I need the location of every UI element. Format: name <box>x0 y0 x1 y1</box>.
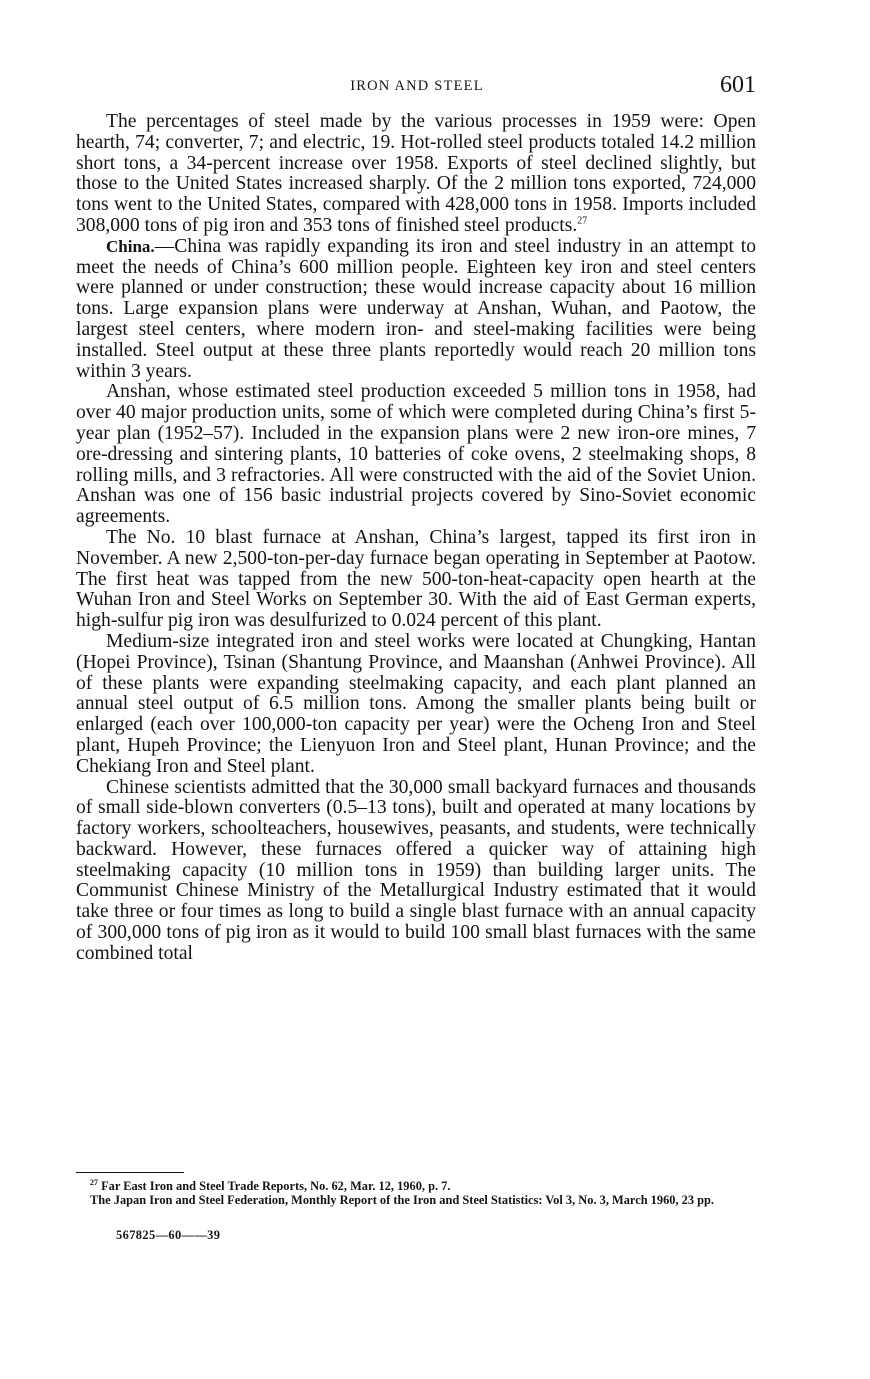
paragraph-backyard-furnaces: Chinese scientists admitted that the 30,000 small backyard furnaces and thousands of small side-blown converters (0.5–13 tons), built and operated at many locations by factory workers, schoolteachers, housewives, peasants, and students, were technically backward. However, these furnaces offered a quicker way of attaining high steelmaking capacity (10 million tons in 1959) than building larger units. The Communist Chinese Ministry of the Metallurgical Industry estimated that it would take three or four times as long to build a single blast furnace with an annual capacity of 300,000 tons of pig iron as it would to build 100 small blast furnaces with the same combined total <box>76 776 756 964</box>
printer-code: 567825—60——39 <box>116 1228 221 1242</box>
footnote-reference: 27 <box>577 215 588 227</box>
page-number: 601 <box>720 72 756 98</box>
paragraph-medium-size-works: Medium-size integrated iron and steel works were located at Chungking, Hantan (Hopei Province), Tsinan (Shantung Province, and Maanshan (Anhwei Province). All of these plants were expanding steelmaking capacity, and each plant planned an annual steel output of 6.5 million tons. Among the smaller plants being built or enlarged (each over 100,000-ton capacity per year) were the Ocheng Iron and Steel plant, Hupeh Province; the Lienyuon Iron and Steel plant, Hunan Province; and the Chekiang Iron and Steel plant. <box>76 630 756 777</box>
footnote-continuation: The Japan Iron and Steel Federation, Monthly Report of the Iron and Steel Statistics: Vol 3, No. 3, March 1960, 23 pp. <box>90 1192 715 1207</box>
paragraph-text: —China was rapidly expanding its iron and steel industry in an attempt to meet the needs of China’s 600 million people. Eighteen key iron and steel centers were planned or under construction; these would increase capacity about 16 million tons. Large expansion plans were underway at Anshan, Wuhan, and Paotow, the largest steel centers, where modern iron- and steel-making facilities were being installed. Steel output at these three plants reportedly would reach 20 million tons within 3 years. <box>76 235 756 382</box>
footnote-line-1: Far East Iron and Steel Trade Reports, No. 62, Mar. 12, 1960, p. 7. <box>101 1179 451 1193</box>
paragraph-blast-furnace: The No. 10 blast furnace at Anshan, China’s largest, tapped its first iron in November. A new 2,500-ton-per-day furnace began operating in September at Paotow. The first heat was tapped from the new 500-ton-heat-capacity open hearth at the Wuhan Iron and Steel Works on September 30. With the aid of East German experts, high-sulfur pig iron was desulfurized to 0.024 percent of this plant. <box>76 526 756 632</box>
footnotes <box>76 1177 756 1207</box>
body-text <box>76 112 756 965</box>
footnote-divider <box>76 1172 184 1173</box>
footnote <box>76 1177 756 1194</box>
section-run-in-heading: China. <box>106 236 155 256</box>
paragraph-china <box>76 237 756 383</box>
footnote-marker: 27 <box>90 1177 98 1187</box>
running-title: IRON AND STEEL <box>350 78 484 94</box>
page-header <box>76 74 758 104</box>
paragraph-anshan: Anshan, whose estimated steel production exceeded 5 million tons in 1958, had over 40 major production units, some of which were completed during China’s first 5-year plan (1952–57). Included in the expansion plans were 2 new iron-ore mines, 7 ore-dressing and sintering plants, 10 batteries of coke ovens, 2 steelmaking shops, 8 rolling mills, and 3 refractories. All were constructed with the aid of the Soviet Union. Anshan was one of 156 basic industrial projects covered by Sino-Soviet economic agreements. <box>76 381 756 528</box>
paragraph-text: The percentages of steel made by the various processes in 1959 were: Open hearth, 74; converter, 7; and electric, 19. Hot-rolled steel products totaled 14.2 million short tons, a 34-percent increase over 1958. Exports of steel declined slightly, but those to the United States increased sharply. Of the 2 million tons exported, 724,000 tons went to the United States, compared with 428,000 tons in 1958. Imports included 308,000 tons of pig iron and 353 tons of finished steel products. <box>76 111 756 236</box>
paragraph-steel-processes <box>76 112 756 237</box>
